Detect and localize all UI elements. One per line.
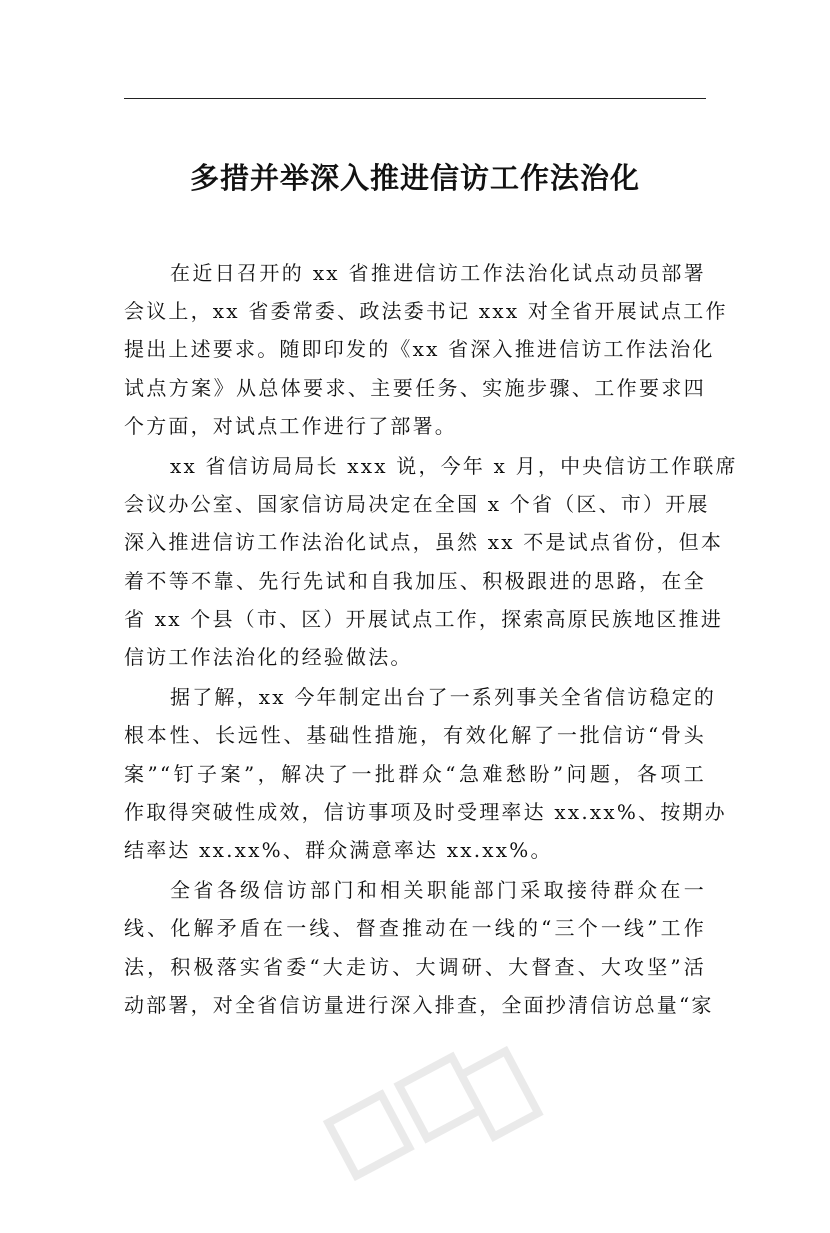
paragraph-3 <box>124 678 727 869</box>
document-title: 多措并举深入推进信访工作法治化 <box>189 161 640 195</box>
text-line: 会议办公室、国家信访局决定在全国 x 个省（区、市）开展 <box>124 492 710 517</box>
text-line: 着不等不靠、先行先试和自我加压、积极跟进的思路，在全 <box>124 568 706 593</box>
paragraph-4 <box>124 871 714 1024</box>
text-line: 法，积极落实省委“大走访、大调研、大督查、大攻坚”活 <box>124 954 706 979</box>
text-line: 省 xx 个县（市、区）开展试点工作，探索高原民族地区推进 <box>124 606 724 631</box>
text-line: 线、化解矛盾在一线、督查推动在一线的“三个一线”工作 <box>124 916 706 941</box>
text-line: 试点方案》从总体要求、主要任务、实施步骤、工作要求四 <box>124 375 706 400</box>
text-line: 在近日召开的 xx 省推进信访工作法治化试点动员部署 <box>170 261 706 285</box>
text-line: 根本性、长远性、基础性措施，有效化解了一批信访“骨头 <box>124 723 706 748</box>
text-line: 个方面，对试点工作进行了部署。 <box>124 413 457 438</box>
text-line: 信访工作法治化的经验做法。 <box>124 645 413 670</box>
text-line: 作取得突破性成效，信访事项及时受理率达 xx.xx%、按期办 <box>124 799 727 824</box>
text-line: 提出上述要求。随即印发的《xx 省深入推进信访工作法治化 <box>124 337 715 362</box>
text-line: 案”“钉子案”，解决了一批群众“急难愁盼”问题，各项工 <box>124 761 706 786</box>
text-line: 全省各级信访部门和相关职能部门采取接待群众在一 <box>170 878 706 903</box>
header-rule <box>124 98 706 99</box>
text-line: 据了解，xx 今年制定出台了一系列事关全省信访稳定的 <box>170 685 717 710</box>
watermark-graphic <box>310 1007 570 1233</box>
text-line: 深入推进信访工作法治化试点，虽然 xx 不是试点省份，但本 <box>124 530 724 555</box>
document-body <box>124 254 738 1026</box>
text-line: 结率达 xx.xx%、群众满意率达 xx.xx%。 <box>124 838 553 863</box>
text-line: xx 省信访局局长 xxx 说，今年 x 月，中央信访工作联席 <box>170 454 738 479</box>
paragraph-1 <box>124 254 728 445</box>
paragraph-2 <box>124 447 738 676</box>
text-line: 会议上，xx 省委常委、政法委书记 xxx 对全省开展试点工作 <box>124 299 728 324</box>
text-line: 动部署，对全省信访量进行深入排查，全面抄清信访总量“家 <box>124 992 714 1017</box>
